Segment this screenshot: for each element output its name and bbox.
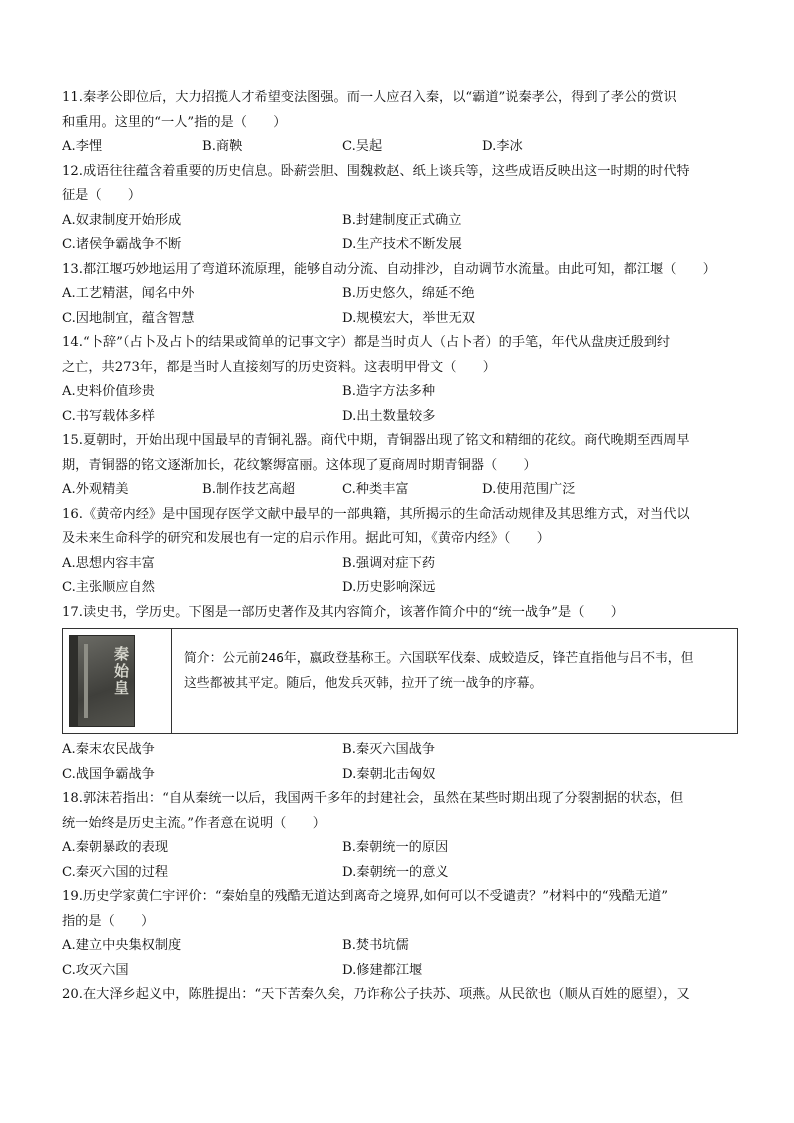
option-d: D.李冰 bbox=[482, 139, 523, 154]
book-spine bbox=[70, 636, 78, 726]
option-c: C.攻灭六国 bbox=[62, 962, 129, 978]
options-row bbox=[62, 861, 738, 886]
book-description-line: 这些都被其平定。随后，他发兵灭韩，拉开了统一战争的序幕。 bbox=[184, 676, 543, 691]
question-stem-line: 征是（ ） bbox=[62, 188, 142, 203]
question-16 bbox=[62, 503, 738, 601]
question-stem-line: 19.历史学家黄仁宇评价：“秦始皇的残酷无道达到离奇之境界,如何可以不受谴责？”材料中的“残酷无道” bbox=[62, 889, 669, 904]
option-c: C.种类丰富 bbox=[342, 482, 409, 497]
option-a: A.奴隶制度开始形成 bbox=[62, 212, 182, 228]
question-stem-line: 之亡，共273年，都是当时人直接刻写的历史资料。这表明甲骨文（ ） bbox=[62, 359, 496, 375]
question-stem-line: 13.都江堰巧妙地运用了弯道环流原理，能够自动分流、自动排沙，自动调节水流量。由此可知，都江堰（ ） bbox=[62, 261, 716, 277]
book-stripe bbox=[84, 644, 88, 718]
exam-page bbox=[62, 86, 738, 1008]
option-b: B.制作技艺高超 bbox=[202, 482, 296, 497]
option-c: C.秦灭六国的过程 bbox=[62, 864, 169, 880]
option-a: A.工艺精湛，闻名中外 bbox=[62, 286, 195, 301]
question-stem-line: 指的是（ ） bbox=[62, 913, 155, 929]
options-row bbox=[62, 934, 738, 959]
question-13 bbox=[62, 258, 738, 332]
option-c: C.吴起 bbox=[342, 139, 383, 154]
question-stem-line: 17.读史书，学历史。下图是一部历史著作及其内容简介，该著作简介中的“统一战争”是（ ） bbox=[62, 604, 624, 620]
option-a: A.史料价值珍贵 bbox=[62, 384, 155, 399]
options-row bbox=[62, 478, 738, 503]
option-b: B.强调对症下药 bbox=[342, 555, 436, 571]
option-a: A.李悝 bbox=[62, 139, 103, 154]
option-d: D.生产技术不断发展 bbox=[342, 237, 462, 252]
question-stem-line: 11.秦孝公即位后，大力招揽人才希望变法图强。而一人应召入秦，以“霸道”说秦孝公，得到了孝公的赏识 bbox=[62, 90, 677, 105]
options-row bbox=[62, 135, 738, 160]
question-15 bbox=[62, 429, 738, 503]
options-row bbox=[62, 552, 738, 577]
question-stem-line: 及未来生命科学的研究和发展也有一定的启示作用。据此可知，《黄帝内经》（ ） bbox=[62, 531, 550, 546]
option-d: D.秦朝北击匈奴 bbox=[342, 766, 436, 782]
option-b: B.秦朝统一的原因 bbox=[342, 840, 449, 855]
option-b: B.商鞅 bbox=[202, 139, 243, 154]
option-d: D.出土数量较多 bbox=[342, 408, 436, 424]
option-d: D.使用范围广泛 bbox=[482, 482, 576, 497]
options-row bbox=[62, 836, 738, 861]
options-row bbox=[62, 380, 738, 405]
question-11 bbox=[62, 86, 738, 160]
option-b: B.历史悠久，绵延不绝 bbox=[342, 286, 475, 301]
option-a: A.外观精美 bbox=[62, 482, 129, 497]
book-intro-box bbox=[62, 628, 738, 734]
option-d: D.秦朝统一的意义 bbox=[342, 864, 449, 880]
options-row bbox=[62, 763, 738, 788]
question-stem-line: 14.“卜辞”（占卜及占卜的结果或简单的记事文字）都是当时贞人（占卜者）的手笔，年代从盘庚迁殷到纣 bbox=[62, 335, 671, 350]
question-stem-line: 12.成语往往蕴含着重要的历史信息。卧薪尝胆、围魏救赵、纸上谈兵等，这些成语反映出这一时期的时代特 bbox=[62, 163, 690, 179]
option-c: C.书写载体多样 bbox=[62, 408, 155, 424]
question-12 bbox=[62, 160, 738, 258]
options-row bbox=[62, 576, 738, 601]
question-19 bbox=[62, 885, 738, 983]
option-b: B.造字方法多种 bbox=[342, 384, 436, 399]
option-b: B.秦灭六国战争 bbox=[342, 742, 436, 757]
options-row bbox=[62, 959, 738, 984]
option-b: B.封建制度正式确立 bbox=[342, 212, 462, 228]
options-row bbox=[62, 307, 738, 332]
options-row bbox=[62, 233, 738, 258]
option-d: D.修建都江堰 bbox=[342, 962, 423, 978]
question-stem-line: 16.《黄帝内经》是中国现存医学文献中最早的一部典籍，其所揭示的生命活动规律及其思维方式，对当代以 bbox=[62, 506, 690, 522]
book-cover-image bbox=[69, 635, 135, 727]
option-c: C.因地制宜，蕴含智慧 bbox=[62, 310, 195, 326]
option-c: C.诸侯争霸战争不断 bbox=[62, 237, 182, 252]
option-d: D.历史影响深远 bbox=[342, 580, 436, 595]
option-a: A.建立中央集权制度 bbox=[62, 938, 182, 953]
question-stem-line: 18.郭沫若指出：“自从秦统一以后，我国两千多年的封建社会，虽然在某些时期出现了分裂割据的状态，但 bbox=[62, 791, 684, 806]
options-row bbox=[62, 405, 738, 430]
book-cover-title: 秦始皇 bbox=[112, 646, 130, 697]
book-description-line: 简介：公元前246年，嬴政登基称王。六国联军伐秦、成蛟造反，锋芒直指他与吕不韦，但 bbox=[184, 651, 694, 666]
book-cover-cell bbox=[63, 629, 172, 733]
question-stem-line: 期，青铜器的铭文逐渐加长，花纹繁缛富丽。这体现了夏商周时期青铜器（ ） bbox=[62, 457, 537, 473]
options-row bbox=[62, 209, 738, 234]
option-a: A.秦末农民战争 bbox=[62, 742, 155, 757]
question-stem-line: 20.在大泽乡起义中，陈胜提出：“天下苦秦久矣，乃诈称公子扶苏、项燕。从民欲也（顺从百姓的愿望），又 bbox=[62, 987, 690, 1002]
option-c: C.主张顺应自然 bbox=[62, 580, 155, 595]
option-b: B.焚书坑儒 bbox=[342, 938, 409, 953]
options-row bbox=[62, 738, 738, 763]
book-description bbox=[172, 629, 737, 733]
question-20 bbox=[62, 983, 738, 1008]
option-c: C.战国争霸战争 bbox=[62, 766, 155, 782]
question-stem-line: 统一始终是历史主流。”作者意在说明（ ） bbox=[62, 815, 326, 831]
option-a: A.秦朝暴政的表现 bbox=[62, 840, 169, 855]
option-a: A.思想内容丰富 bbox=[62, 555, 155, 571]
question-18 bbox=[62, 787, 738, 885]
option-d: D.规模宏大，举世无双 bbox=[342, 310, 475, 326]
question-14 bbox=[62, 331, 738, 429]
options-row bbox=[62, 282, 738, 307]
question-17 bbox=[62, 601, 738, 788]
question-stem-line: 15.夏朝时，开始出现中国最早的青铜礼器。商代中期，青铜器出现了铭文和精细的花纹。商代晚期至西周早 bbox=[62, 433, 690, 448]
question-stem-line: 和重用。这里的“一人”指的是（ ） bbox=[62, 114, 287, 130]
